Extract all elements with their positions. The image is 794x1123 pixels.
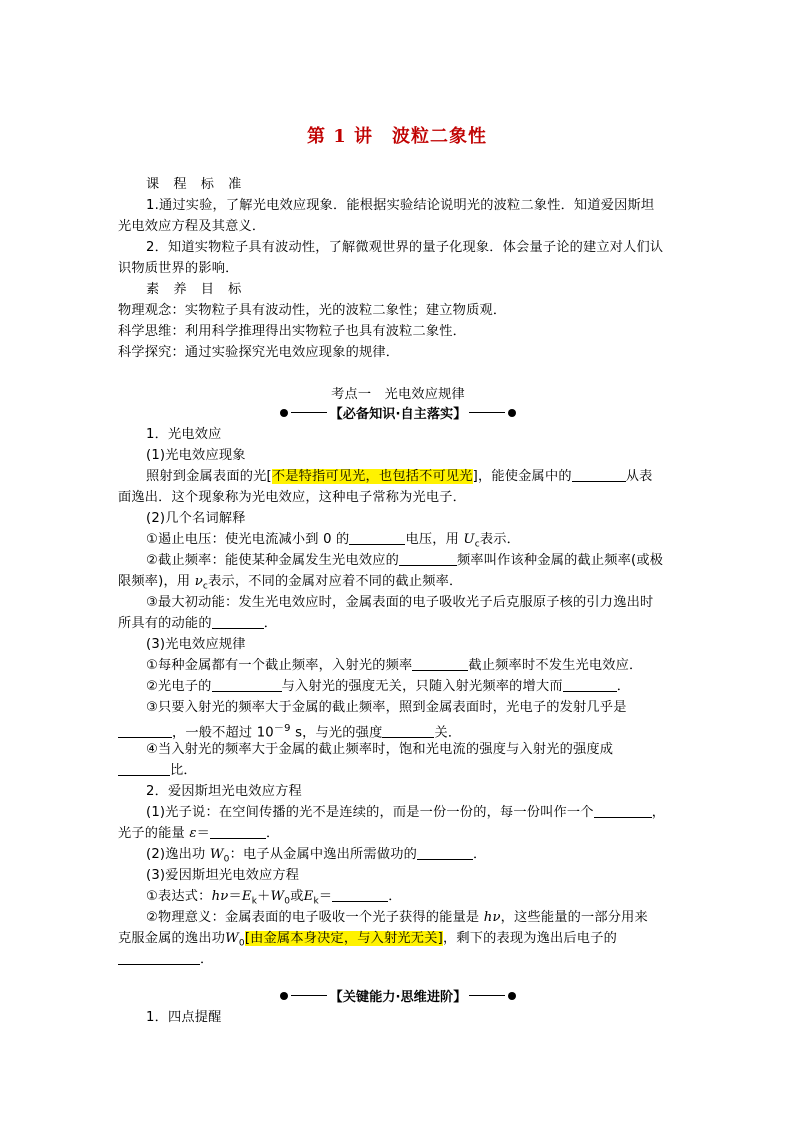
s1-rule4-line1: ④当入射光的频率大于金属的截止频率时，饱和光电流的强度与入射光的强度成 <box>146 742 614 757</box>
s2-photon-line2 <box>118 823 678 844</box>
s2-meaning-line3 <box>118 949 678 970</box>
text: ． <box>200 952 214 967</box>
s2-heading: 2．爱因斯坦光电效应方程 <box>146 784 302 799</box>
highlight-note: 不是特指可见光，也包括不可见光 <box>271 469 473 484</box>
symbol: h <box>483 910 493 925</box>
text: ：电子从金属中逸出所需做功的 <box>229 847 417 862</box>
s1-term2-line1 <box>118 550 678 571</box>
text: 从表 <box>625 469 653 484</box>
symbol: W <box>270 889 285 904</box>
text: 比． <box>170 763 197 778</box>
dash-line <box>291 995 327 996</box>
literacy-thinking: 科学思维：利用科学推理得出实物粒子也具有波粒二象性． <box>118 324 467 339</box>
symbol: U <box>463 532 475 547</box>
standard-heading: 课 程 标 准 <box>146 177 247 192</box>
text: ， <box>651 805 666 820</box>
standard-item1-line2: 光电效应方程及其意义． <box>118 219 266 234</box>
symbol: ε <box>189 826 197 841</box>
bullet-dot-icon <box>508 992 516 1000</box>
dash-line <box>469 412 505 413</box>
bullet-dot-icon <box>280 409 288 417</box>
fill-blank[interactable] <box>572 467 626 482</box>
s1-p1-line2: 面逸出．这个现象称为光电效应，这种电子常称为光电子． <box>118 490 467 505</box>
text: 与入射光的强度无关，只随入射光频率的增大而 <box>281 679 563 694</box>
s2-meaning-line1 <box>118 907 678 928</box>
kaodian-title: 考点一 光电效应规律 <box>331 387 465 402</box>
symbol: ν <box>492 910 501 925</box>
page-title: 第 1 讲 波粒二象性 <box>306 126 488 147</box>
text: ＝ <box>228 889 242 904</box>
text: 表示． <box>479 532 521 547</box>
text: (1)光子说：在空间传播的光不是连续的，而是一份一份的，每一份叫作一个 <box>146 805 594 820</box>
highlight-note: [由金属本身决定，与入射光无关] <box>244 931 443 946</box>
fill-blank[interactable] <box>118 950 200 965</box>
text: ，一般不超过 10 <box>172 725 274 741</box>
fill-blank[interactable] <box>399 551 457 566</box>
text: ②截止频率：能使某种金属发生光电效应的 <box>146 553 399 568</box>
subscript: 0 <box>238 938 245 949</box>
fill-blank[interactable] <box>417 845 473 860</box>
literacy-concept: 物理观念：实物粒子具有波动性，光的波粒二象性；建立物质观． <box>118 303 507 318</box>
fill-blank[interactable] <box>382 723 434 738</box>
text: 光子的能量 <box>118 826 185 841</box>
s1-rule1 <box>118 655 678 676</box>
s1-rule4-line2 <box>118 760 678 781</box>
subscript: c <box>474 539 480 550</box>
subscript: c <box>202 581 209 592</box>
text: 截止频率时不发生光电效应． <box>468 658 643 673</box>
literacy-heading: 素 养 目 标 <box>146 282 247 297</box>
divider-label: 【必备知识·自主落实】 <box>329 407 467 422</box>
text: 照射到金属表面的光[ <box>146 469 272 484</box>
text: 限频率)，用 <box>118 574 191 589</box>
text: ①表达式： <box>146 889 212 904</box>
s1-sub3: (3)光电效应规律 <box>146 637 246 652</box>
text: ①遏止电压：使光电流减小到 0 的 <box>146 532 350 547</box>
fill-blank[interactable] <box>594 803 652 818</box>
text: ，剩下的表现为逸出后电子的 <box>442 931 617 946</box>
text: ＝ <box>196 826 211 841</box>
text: 关． <box>434 725 462 741</box>
fill-blank[interactable] <box>212 677 282 692</box>
s1-term3-line2 <box>118 613 678 634</box>
dash-line <box>469 995 505 996</box>
text: ②物理意义：金属表面的电子吸收一个光子获得的能量是 <box>146 910 480 925</box>
s1-term3-line1: ③最大初动能：发生光电效应时，金属表面的电子吸收光子后克服原子核的引力逸出时 <box>146 595 654 610</box>
text: 或 <box>290 889 304 904</box>
fill-blank[interactable] <box>332 887 388 902</box>
standard-item2-line1: 2．知道实物粒子具有波动性，了解微观世界的量子化现象．体会量子论的建立对人们认 <box>146 240 664 255</box>
symbol: W <box>225 931 239 946</box>
s1-p1-line1 <box>118 466 678 487</box>
fill-blank[interactable] <box>118 723 172 738</box>
s3-heading: 1．四点提醒 <box>146 1010 222 1025</box>
text: (2)逸出功 <box>146 847 206 862</box>
text: 所具有的动能的 <box>118 616 212 631</box>
fill-blank[interactable] <box>563 677 617 692</box>
text: ]，能使金属中的 <box>472 469 572 484</box>
divider-essential-knowledge <box>118 402 678 423</box>
subscript: 0 <box>284 896 291 907</box>
s1-rule2 <box>118 676 678 697</box>
s2-photon-line1 <box>118 802 678 823</box>
fill-blank[interactable] <box>212 614 264 629</box>
standard-item1-line1: 1.通过实验，了解光电效应现象．能根据实验结论说明光的波粒二象性．知道爱因斯坦 <box>146 198 655 213</box>
symbol: W <box>209 847 224 862</box>
symbol: ν <box>194 574 203 589</box>
fill-blank[interactable] <box>210 824 266 839</box>
fill-blank[interactable] <box>349 530 405 545</box>
text: 频率叫作该种金属的截止频率(或极 <box>457 553 664 568</box>
dash-line <box>291 412 327 413</box>
subscript: 0 <box>223 854 230 865</box>
text: s，与光的强度 <box>290 725 383 741</box>
text: ． <box>263 616 278 631</box>
text: ． <box>616 679 631 694</box>
fill-blank[interactable] <box>412 656 468 671</box>
symbol: E <box>241 889 252 904</box>
bullet-dot-icon <box>280 992 288 1000</box>
text: 电压，用 <box>405 532 459 547</box>
text: ①每种金属都有一个截止频率，入射光的频率 <box>146 658 413 673</box>
bullet-dot-icon <box>508 409 516 417</box>
text: ． <box>473 847 487 862</box>
divider-label: 【关键能力·思维进阶】 <box>329 990 467 1005</box>
text: 克服金属的逸出功 <box>118 931 226 946</box>
text: ②光电子的 <box>146 679 212 694</box>
symbol: ν <box>220 889 229 904</box>
fill-blank[interactable] <box>118 761 170 776</box>
superscript: －9 <box>273 723 291 734</box>
divider-key-ability <box>118 985 678 1006</box>
subscript: k <box>313 896 319 907</box>
symbol: E <box>303 889 314 904</box>
text: ，这些能量的一部分用来 <box>500 910 648 925</box>
s1-sub2: (2)几个名词解释 <box>146 511 246 526</box>
text: ． <box>266 826 280 841</box>
subscript: k <box>251 896 258 907</box>
symbol: h <box>211 889 221 904</box>
s2-equation-heading: (3)爱因斯坦光电效应方程 <box>146 868 300 883</box>
text: 表示，不同的金属对应着不同的截止频率． <box>208 574 463 589</box>
s1-heading: 1．光电效应 <box>146 427 222 442</box>
standard-item2-line2: 识物质世界的影响． <box>118 261 239 276</box>
text: ＝ <box>318 889 333 904</box>
text: ． <box>388 889 402 904</box>
literacy-inquiry: 科学探究：通过实验探究光电效应现象的规律． <box>118 345 400 360</box>
text: ＋ <box>257 889 271 904</box>
s1-sub1: (1)光电效应现象 <box>146 448 246 463</box>
s1-rule3-line1: ③只要入射光的频率大于金属的截止频率，照到金属表面时，光电子的发射几乎是 <box>146 700 627 715</box>
